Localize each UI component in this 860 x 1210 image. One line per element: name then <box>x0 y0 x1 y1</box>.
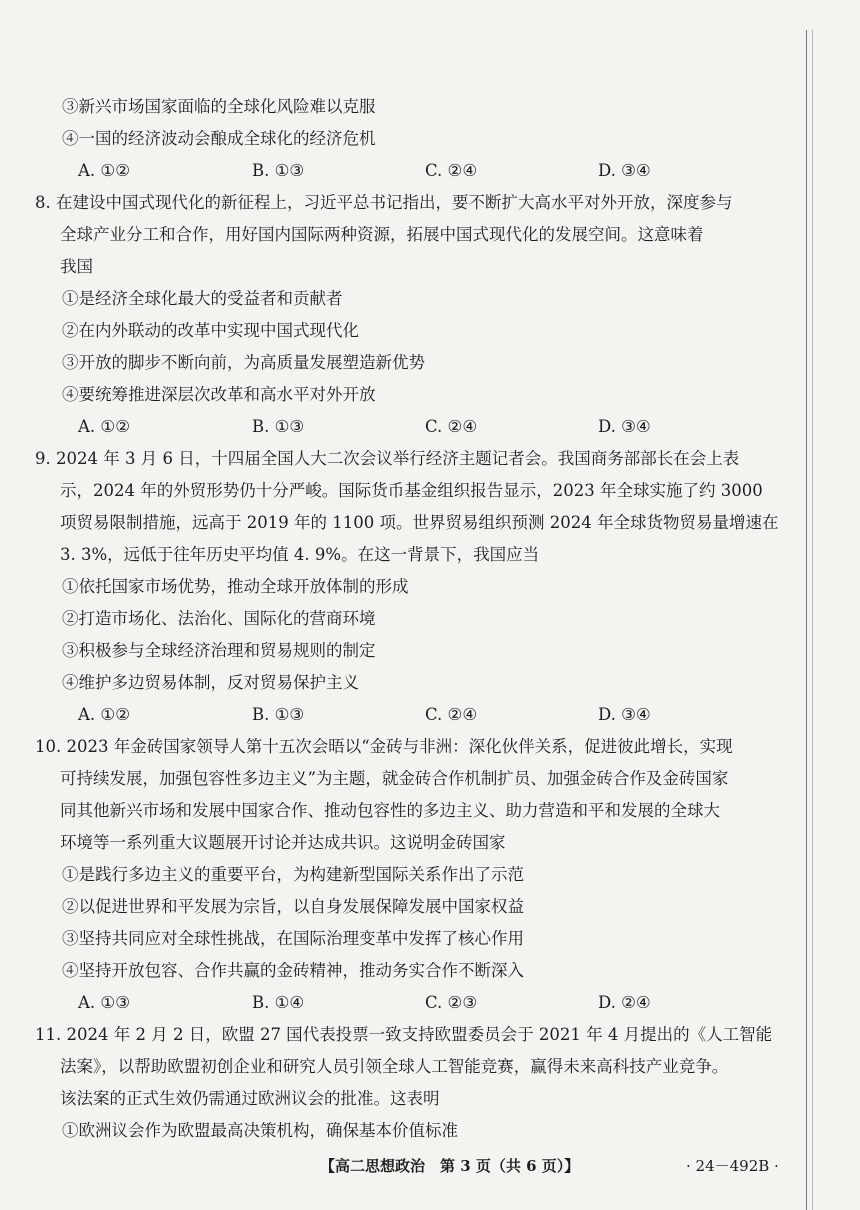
question-text: 3. 3%，远低于往年历史平均值 4. 9%。在这一背景下，我国应当 <box>60 545 540 564</box>
choice-c: C. ②④ <box>425 705 478 724</box>
question-text: 环境等一系列重大议题展开讨论并达成共识。这说明金砖国家 <box>60 833 506 852</box>
question-text: 可持续发展，加强包容性多边主义”为主题，就金砖合作机制扩员、加强金砖合作及金砖国家 <box>60 769 729 788</box>
choice-d: D. ②④ <box>598 993 651 1012</box>
option-text: ②打造市场化、法治化、国际化的营商环境 <box>62 609 376 628</box>
option-text: ③新兴市场国家面临的全球化风险难以克服 <box>62 97 376 116</box>
choice-d: D. ③④ <box>598 705 651 724</box>
footer-title: 【高二思想政治 第 3 页（共 6 页）】 <box>320 1157 580 1175</box>
choice-c: C. ②④ <box>425 161 478 180</box>
option-text: ③开放的脚步不断向前，为高质量发展塑造新优势 <box>62 353 425 372</box>
option-text: ①依托国家市场优势，推动全球开放体制的形成 <box>62 577 409 596</box>
choice-d: D. ③④ <box>598 417 651 436</box>
question-text: 同其他新兴市场和发展中国家合作、推动包容性的多边主义、助力营造和平和发展的全球大 <box>60 801 720 820</box>
choice-a: A. ①② <box>78 161 130 180</box>
option-text: ②在内外联动的改革中实现中国式现代化 <box>62 321 359 340</box>
option-text: ④一国的经济波动会酿成全球化的经济危机 <box>62 129 376 148</box>
option-text: ④坚持开放包容、合作共赢的金砖精神，推动务实合作不断深入 <box>62 961 524 980</box>
choice-b: B. ①④ <box>252 993 305 1012</box>
choice-a: A. ①② <box>78 705 130 724</box>
option-text: ③坚持共同应对全球性挑战，在国际治理变革中发挥了核心作用 <box>62 929 524 948</box>
option-text: ①是践行多边主义的重要平台，为构建新型国际关系作出了示范 <box>62 865 524 884</box>
page-edge-line <box>812 30 813 1210</box>
footer-code: · 24－492B · <box>686 1157 779 1175</box>
choice-b: B. ①③ <box>252 161 305 180</box>
question-text: 11. 2024 年 2 月 2 日，欧盟 27 国代表投票一致支持欧盟委员会于 2021 年 4 月提出的《人工智能 <box>35 1025 773 1044</box>
option-text: ①欧洲议会作为欧盟最高决策机构，确保基本价值标准 <box>62 1121 458 1140</box>
question-text: 法案》，以帮助欧盟初创企业和研究人员引领全球人工智能竞赛，赢得未来高科技产业竞争。 <box>60 1057 729 1076</box>
question-text: 8. 在建设中国式现代化的新征程上，习近平总书记指出，要不断扩大高水平对外开放，深度参与 <box>35 193 733 212</box>
question-text: 该法案的正式生效仍需通过欧洲议会的批准。这表明 <box>60 1089 440 1108</box>
question-text: 全球产业分工和合作，用好国内国际两种资源，拓展中国式现代化的发展空间。这意味着 <box>60 225 704 244</box>
option-text: ③积极参与全球经济治理和贸易规则的制定 <box>62 641 376 660</box>
option-text: ④要统筹推进深层次改革和高水平对外开放 <box>62 385 376 404</box>
choice-a: A. ①② <box>78 417 130 436</box>
question-text: 10. 2023 年金砖国家领导人第十五次会晤以“金砖与非洲：深化伙伴关系，促进彼此增长，实现 <box>35 737 733 756</box>
question-text: 示，2024 年的外贸形势仍十分严峻。国际货币基金组织报告显示，2023 年全球实施了约 3000 <box>60 481 763 500</box>
page-edge-line <box>806 30 807 1210</box>
option-text: ①是经济全球化最大的受益者和贡献者 <box>62 289 343 308</box>
option-text: ②以促进世界和平发展为宗旨，以自身发展保障发展中国家权益 <box>62 897 524 916</box>
choice-b: B. ①③ <box>252 705 305 724</box>
choice-d: D. ③④ <box>598 161 651 180</box>
choice-c: C. ②④ <box>425 417 478 436</box>
choice-b: B. ①③ <box>252 417 305 436</box>
choice-a: A. ①③ <box>78 993 130 1012</box>
page-footer <box>0 1154 860 1178</box>
choice-c: C. ②③ <box>425 993 478 1012</box>
question-text: 项贸易限制措施，远高于 2019 年的 1100 项。世界贸易组织预测 2024 年全球货物贸易量增速在 <box>60 513 779 532</box>
question-text: 我国 <box>60 257 93 276</box>
option-text: ④维护多边贸易体制，反对贸易保护主义 <box>62 673 359 692</box>
question-text: 9. 2024 年 3 月 6 日，十四届全国人大二次会议举行经济主题记者会。我国商务部部长在会上表 <box>35 449 740 468</box>
